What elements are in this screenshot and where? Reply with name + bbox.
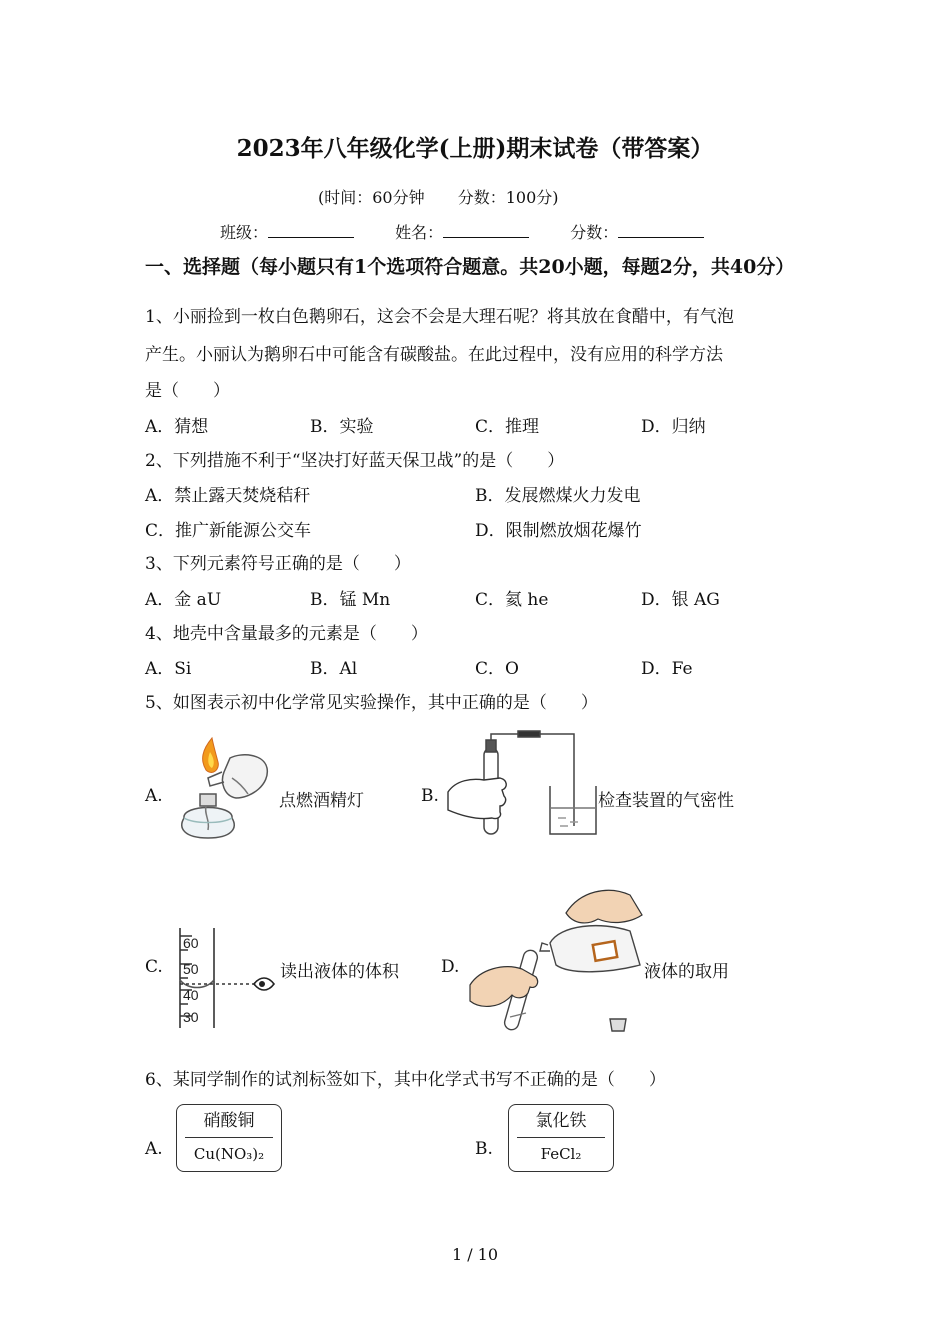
- page-title: 2023年八年级化学(上册)期末试卷（带答案）: [236, 135, 714, 162]
- cylinder-tick-30: 30: [183, 1009, 199, 1025]
- q6-b-letter: B.: [475, 1139, 493, 1159]
- q3-option-b: B．锰 Mn: [310, 590, 391, 610]
- page-number: 1 / 10: [451, 1245, 499, 1264]
- reagent-a-name: 硝酸铜: [185, 1105, 273, 1138]
- q5-d-letter: D.: [441, 957, 460, 977]
- q2-option-d: D．限制燃放烟花爆竹: [475, 521, 642, 541]
- cylinder-tick-50: 50: [183, 961, 199, 977]
- q4-option-d: D．Fe: [641, 659, 693, 679]
- reagent-label-b: [508, 1104, 614, 1172]
- student-fields: [220, 220, 740, 243]
- reagent-label-a: [176, 1104, 282, 1172]
- q3-option-c: C．氦 he: [475, 590, 549, 610]
- q5-a-caption: 点燃酒精灯: [279, 791, 364, 811]
- q3-option-a: A．金 aU: [145, 590, 222, 610]
- graduated-cylinder-illustration: [168, 928, 278, 1030]
- exam-time: (时间：60分钟: [318, 188, 425, 207]
- q2-option-c: C．推广新能源公交车: [145, 521, 312, 541]
- beaker: [550, 786, 596, 834]
- q1-option-b: B．实验: [310, 417, 374, 437]
- q4-stem: 4、地壳中含量最多的元素是（ ）: [145, 624, 428, 644]
- q5-c-caption: 读出液体的体积: [280, 962, 399, 982]
- class-blank[interactable]: [268, 223, 354, 238]
- airtightness-check-illustration: [448, 730, 598, 840]
- q6-a-letter: A.: [145, 1139, 163, 1159]
- q4-option-c: C．O: [475, 659, 519, 679]
- exam-meta: [318, 185, 587, 208]
- reagent-a-formula: Cu(NO₃)₂: [193, 1145, 265, 1163]
- q5-stem: 5、如图表示初中化学常见实验操作，其中正确的是（ ）: [145, 693, 598, 713]
- q1-line1: 1、小丽捡到一枚白色鹅卵石，这会不会是大理石呢？将其放在食醋中，有气泡: [145, 307, 734, 327]
- q1-line3: 是（ ）: [145, 381, 230, 401]
- class-field: [220, 220, 354, 243]
- bottle-label: [593, 941, 617, 961]
- name-field: [395, 220, 529, 243]
- holding-hand-icon: [470, 967, 538, 1007]
- q4-option-a: A．Si: [145, 659, 192, 679]
- q3-stem: 3、下列元素符号正确的是（ ）: [145, 554, 411, 574]
- hand-icon: [448, 778, 506, 819]
- q2-option-b: B．发展燃煤火力发电: [475, 486, 641, 506]
- q1-option-c: C．推理: [475, 417, 540, 437]
- q5-b-letter: B.: [421, 786, 439, 806]
- q1-option-d: D．归纳: [641, 417, 706, 437]
- q3-option-d: D．银 AG: [641, 590, 720, 610]
- q1-line2: 产生。小丽认为鹅卵石中可能含有碳酸盐。在此过程中，没有应用的科学方法: [145, 345, 723, 365]
- q2-option-a: A．禁止露天焚烧秸秆: [145, 486, 311, 506]
- q2-stem: 2、下列措施不利于“坚决打好蓝天保卫战”的是（ ）: [145, 451, 565, 471]
- exam-total-score: 分数：100分): [457, 188, 559, 207]
- name-label: 姓名：: [395, 223, 444, 242]
- pouring-hand-icon: [566, 890, 642, 923]
- score-label: 分数：: [570, 223, 619, 242]
- q1-option-a: A．猜想: [145, 417, 209, 437]
- reagent-b-formula: FeCl₂: [540, 1145, 582, 1163]
- class-label: 班级：: [220, 223, 269, 242]
- score-field: [570, 220, 704, 243]
- q5-d-caption: 液体的取用: [644, 962, 729, 982]
- alcohol-lamp-illustration: [172, 738, 277, 843]
- upright-alcohol-lamp: [182, 794, 234, 838]
- pouring-liquid-illustration: [470, 885, 645, 1040]
- bottle-stopper: [610, 1019, 626, 1031]
- name-blank[interactable]: [443, 223, 529, 238]
- q6-stem: 6、某同学制作的试剂标签如下，其中化学式书写不正确的是（ ）: [145, 1070, 666, 1090]
- q5-c-letter: C.: [145, 957, 163, 977]
- cylinder-tick-60: 60: [183, 935, 199, 951]
- cylinder-tick-40: 40: [183, 987, 199, 1003]
- q4-option-b: B．Al: [310, 659, 358, 679]
- score-blank[interactable]: [618, 223, 704, 238]
- section-heading: 一、选择题（每小题只有1个选项符合题意。共20小题，每题2分，共40分）: [145, 256, 795, 278]
- reagent-b-name: 氯化铁: [517, 1105, 605, 1138]
- q5-b-caption: 检查装置的气密性: [598, 791, 734, 811]
- q5-a-letter: A.: [145, 786, 163, 806]
